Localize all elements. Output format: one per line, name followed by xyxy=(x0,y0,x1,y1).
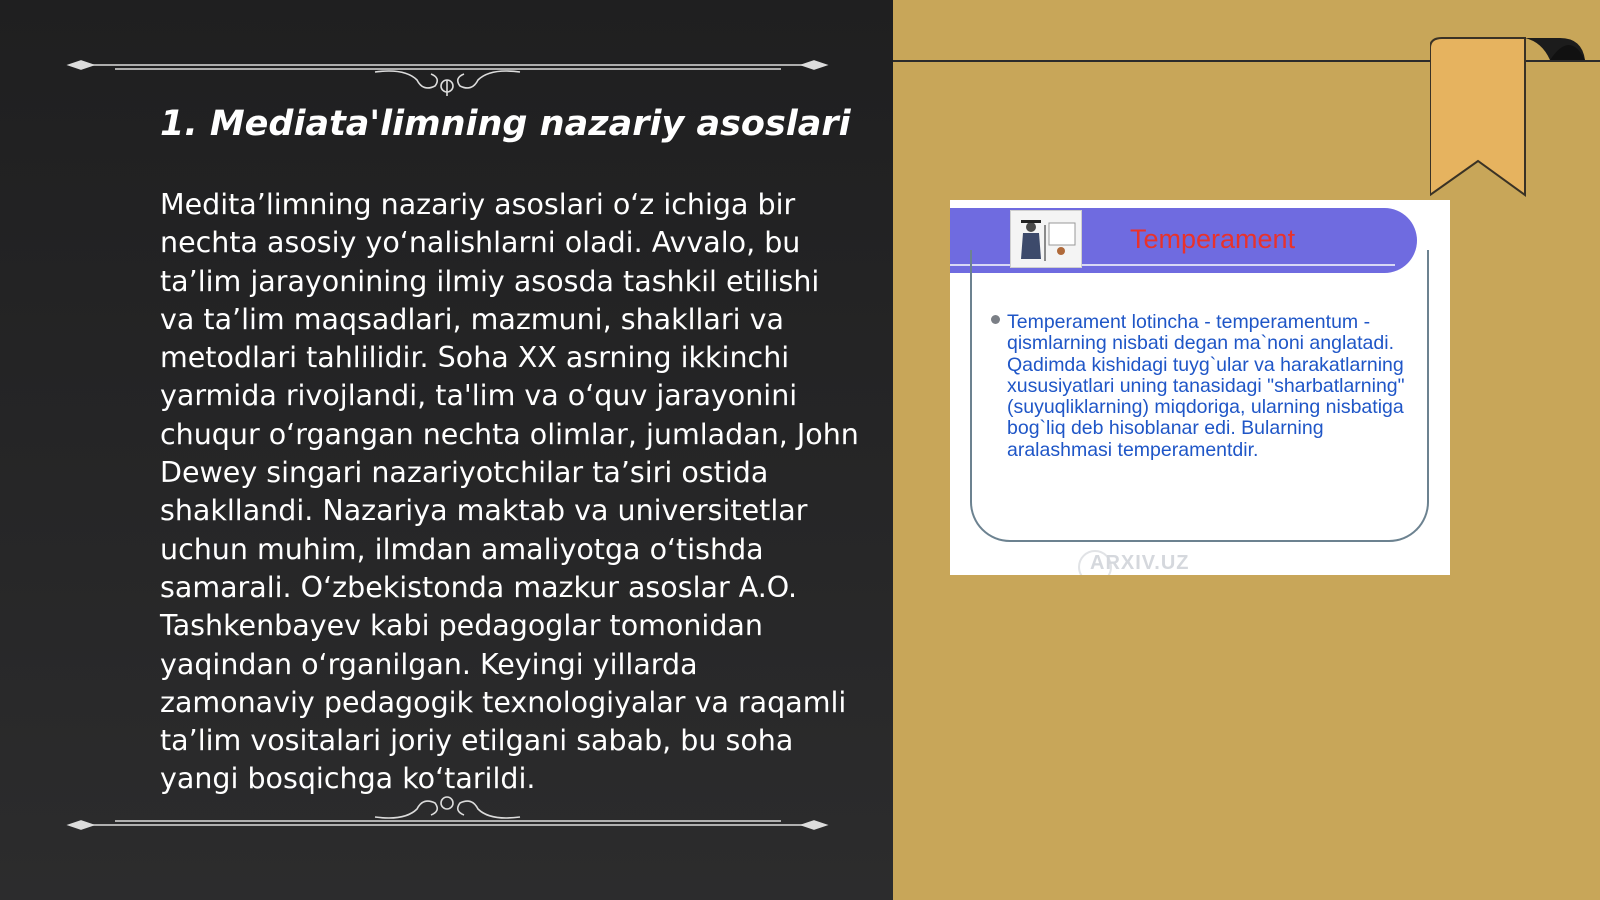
embedded-slide-text: Temperament lotincha - temperamentum - qismlarning nisbati degan ma`noni anglatadi. Qadimda kishidagi tuyg`ular va harakatlarning xususiyatlari uning tanasidagi "sharbatlarning"(suyuqliklarning) miqdoriga, ularning nisbatiga bog`liq deb hisoblanar edi. Bularning aralashmasi temperamentdir. xyxy=(1007,311,1405,461)
watermark-text: ARXIV.UZ xyxy=(1090,552,1190,574)
slide-body-text: Medita’limning nazariy asoslari o‘z ichiga bir nechta asosiy yo‘nalishlarni oladi. Avvalo, bu ta’lim jarayonining ilmiy asosda tashkil etilishi va ta’lim maqsadlari, mazmuni, shakllari va metodlari tahlilidir. Soha XX asrning ikkinchi yarmida rivojlandi, ta'lim va o‘quv jarayonini chuqur o‘rgangan nechta olimlar, jumladan, John Dewey singari nazariyotchilar ta’siri ostida shakllandi. Nazariya maktab va universitetlar uchun muhim, ilmdan amaliyotga o‘tishda samarali. O‘zbekistonda mazkur asoslar A.O. Tashkenbayev kabi pedagoglar tomonidan yaqindan o‘rganilgan. Keyingi yillarda zamonaviy pedagogik texnologiyalar va raqamli ta’lim vositalari joriy etilgani sabab, bu soha yangi bosqichga ko‘tarildi. xyxy=(160,188,859,796)
slide-title: 1. Mediata'limning nazariy asoslari xyxy=(160,104,851,144)
embedded-slide-image xyxy=(950,200,1450,575)
bullet-icon xyxy=(991,315,1000,324)
scroll-ornament-icon xyxy=(65,52,830,97)
bookmark-ribbon-icon xyxy=(1430,30,1600,200)
embedded-slide-title: Temperament xyxy=(1130,224,1296,254)
